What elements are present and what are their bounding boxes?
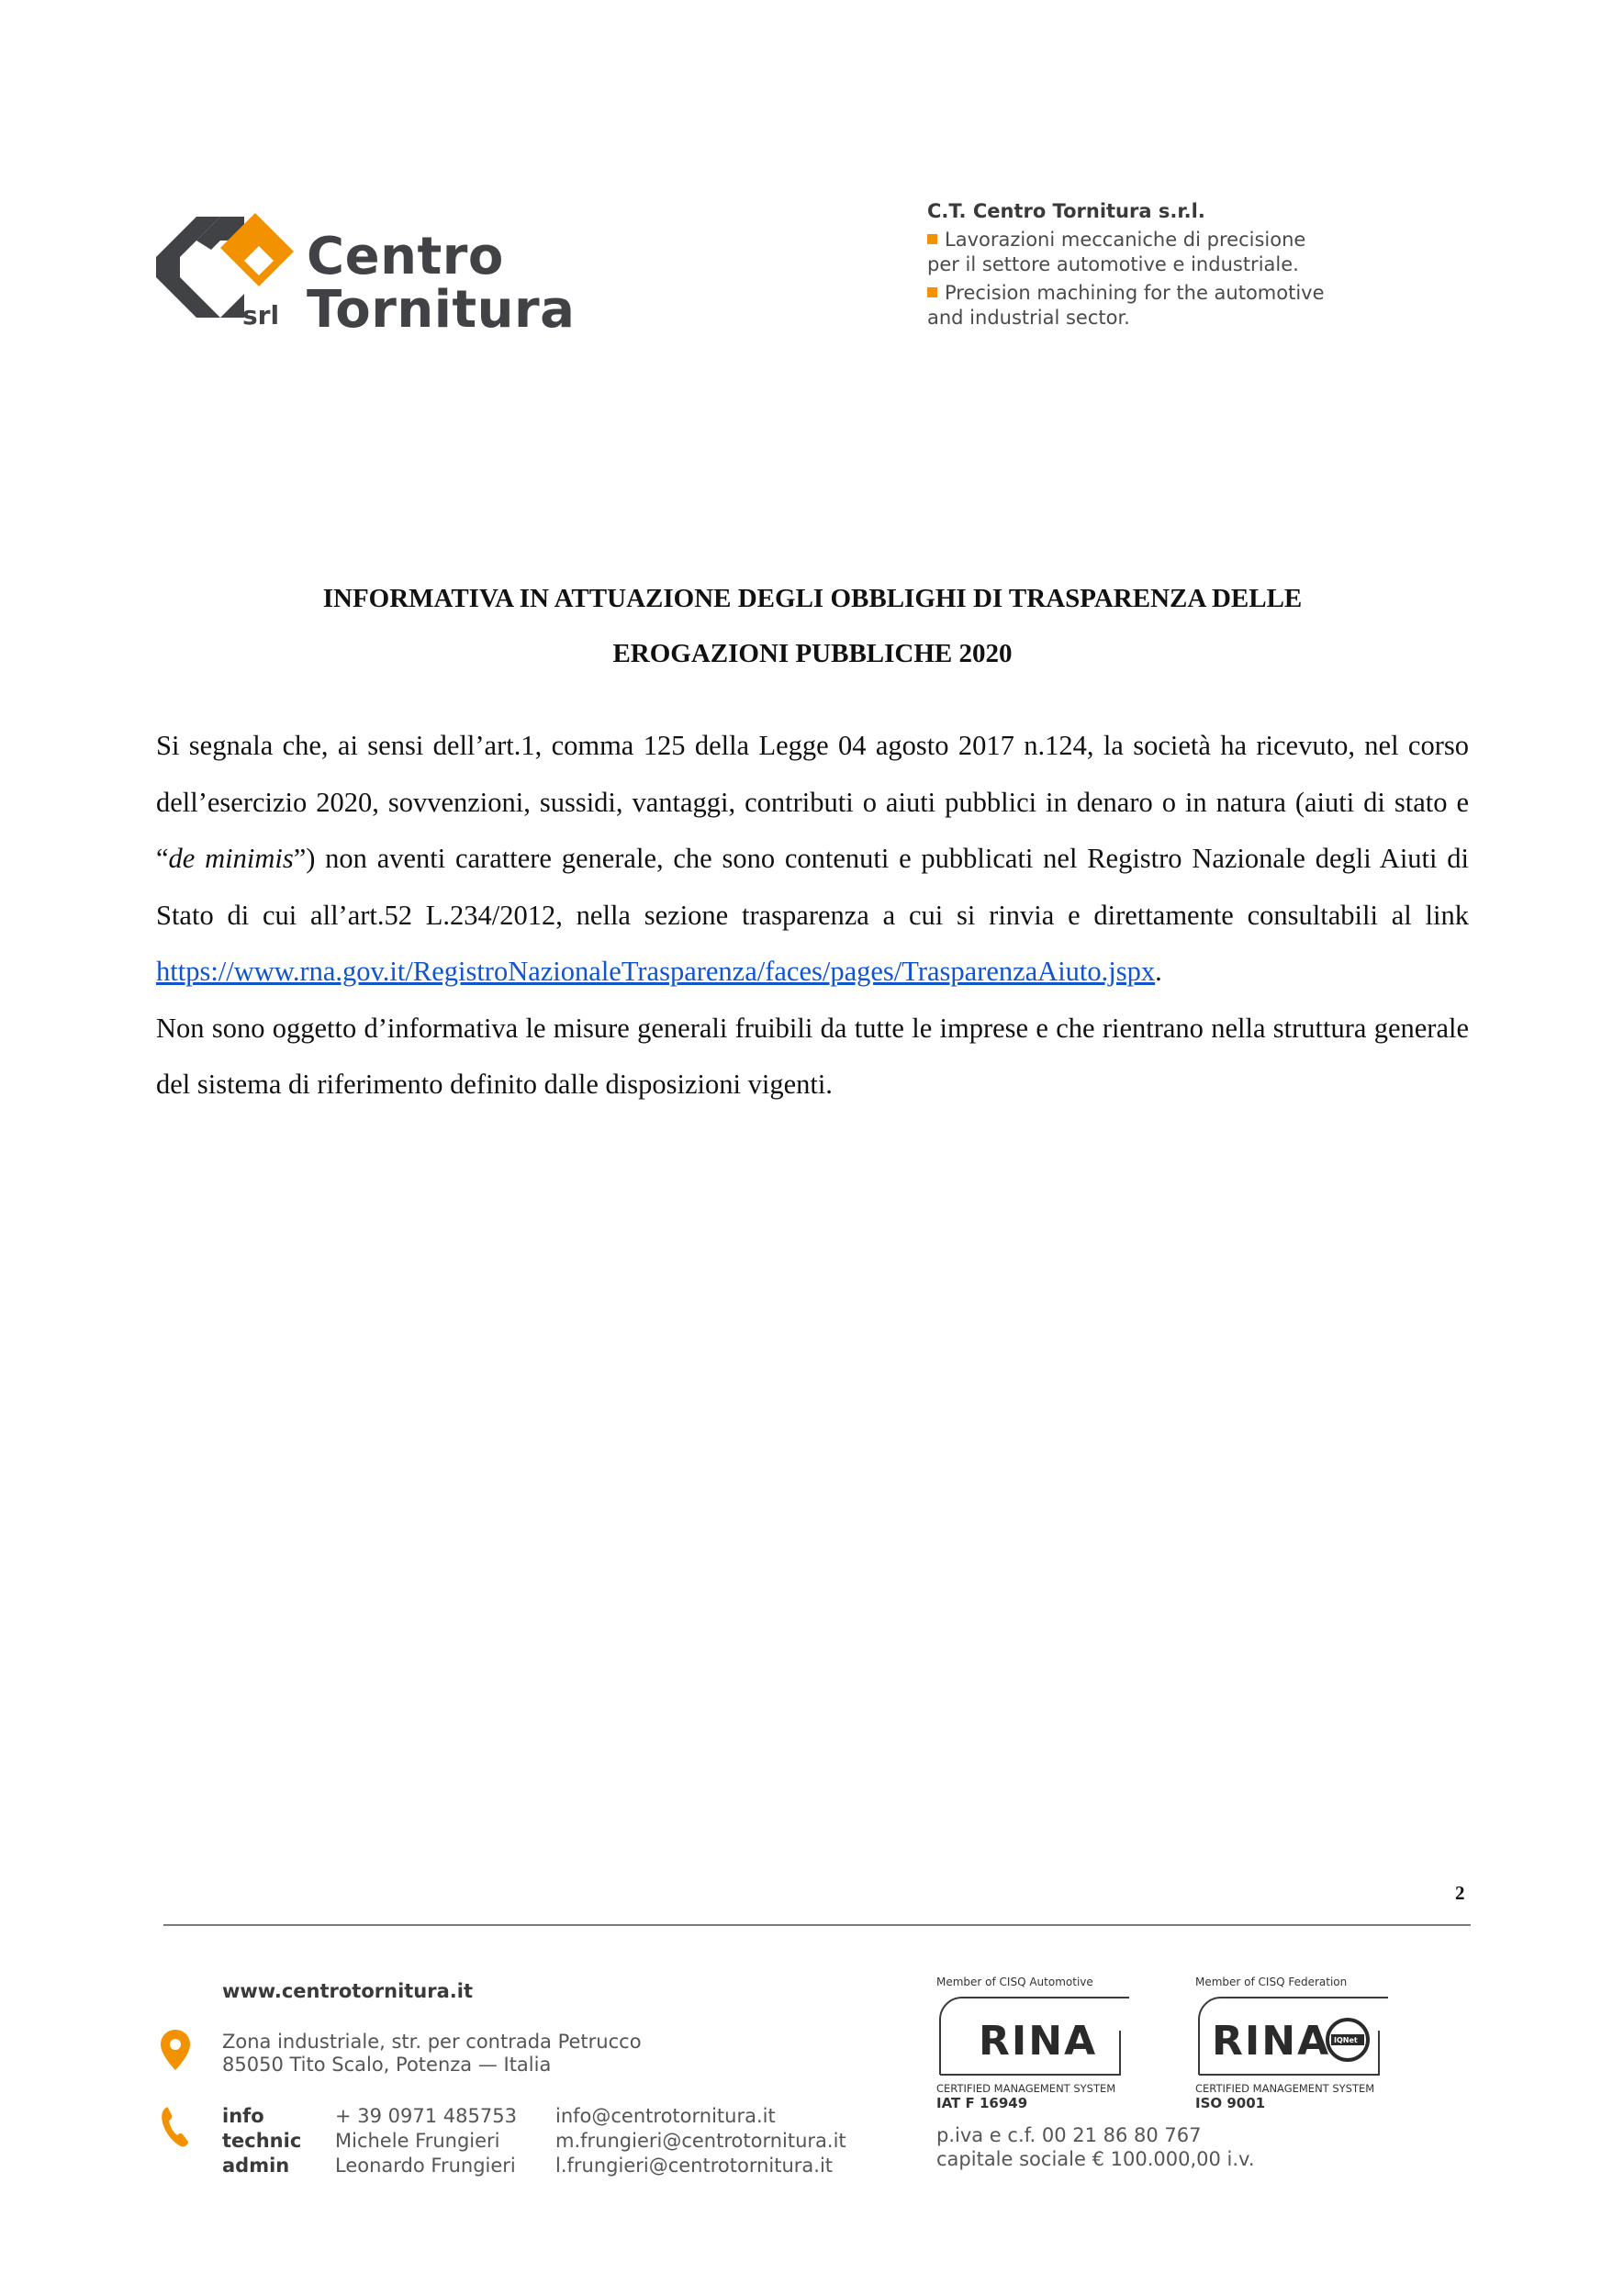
address-line-1: Zona industriale, str. per contrada Petrucco	[222, 2031, 642, 2053]
link-paragraph	[156, 944, 1469, 1001]
paragraph-1-text-a: Si segnala che, ai sensi dell’art.1, comma 125 della Legge 04 agosto 2017 n.124, la società ha ricevuto, nel corso dell’esercizio 2020, sovvenzioni, sussidi, vantaggi, contributi o aiuti pubblici in denaro o in natura (aiuti di stato e “	[156, 730, 1469, 874]
certification-federation	[1195, 1976, 1406, 2111]
rina-iqnet-logo	[1195, 1994, 1388, 2078]
company-info	[927, 200, 1441, 334]
rina-logo	[936, 1994, 1129, 2078]
cert-standard: IAT F 16949	[936, 2095, 1028, 2111]
tagline-it-line-1: Lavorazioni meccaniche di precisione	[945, 229, 1306, 251]
document-body	[156, 718, 1469, 1114]
orange-bullet-icon	[927, 287, 937, 297]
address-line-2: 85050 Tito Scalo, Potenza — Italia	[222, 2054, 552, 2076]
share-capital: capitale sociale € 100.000,00 i.v.	[936, 2148, 1255, 2170]
page-number: 2	[1455, 1882, 1465, 1904]
cert-system-label: CERTIFIED MANAGEMENT SYSTEM	[936, 2082, 1116, 2095]
phone-icon	[161, 2104, 190, 2148]
certification-automotive	[936, 1976, 1148, 2111]
orange-bullet-icon	[927, 234, 937, 244]
rna-transparency-link[interactable]: https://www.rna.gov.it/RegistroNazionaleTrasparenza/faces/pages/TrasparenzaAiuto.jspx	[156, 956, 1156, 987]
tagline-italian	[927, 228, 1441, 277]
rina-iqnet-seal-icon	[1195, 1994, 1388, 2078]
paragraph-2: Non sono oggetto d’informativa le misure generali fruibili da tutte le imprese e che rientrano nella struttura generale del sistema di riferimento definito dalle disposizioni vigenti.	[156, 1012, 1469, 1100]
contact-email-info[interactable]: info@centrotornitura.it	[555, 2105, 776, 2127]
contact-email-admin[interactable]: l.frungieri@centrotornitura.it	[555, 2155, 834, 2177]
cert-system-label: CERTIFIED MANAGEMENT SYSTEM	[1195, 2082, 1375, 2095]
tagline-it-line-2: per il settore automotive e industriale.	[927, 253, 1299, 275]
contact-phone: + 39 0971 485753	[335, 2105, 517, 2127]
logo-word-centro: Centro	[307, 227, 504, 286]
rina-seal-icon	[936, 1994, 1129, 2078]
company-name: C.T. Centro Tornitura s.r.l.	[927, 200, 1205, 222]
title-line-2: EROGAZIONI PUBBLICHE 2020	[612, 639, 1013, 668]
footer-divider	[163, 1924, 1471, 1926]
cert-member-label: Member of CISQ Federation	[1195, 1976, 1348, 1988]
paragraph-1-text-b: ”) non aventi carattere generale, che sono contenuti e pubblicati nel Registro Nazionale degli Aiuti di Stato di cui all’art.52 L.234/2012, nella sezione trasparenza a cui si rinvia e direttamente consultabili al link	[156, 843, 1469, 931]
tagline-en-line-1: Precision machining for the automotive	[945, 282, 1325, 304]
title-line-1: INFORMATIVA IN ATTUAZIONE DEGLI OBBLIGHI DI TRASPARENZA DELLE	[322, 584, 1303, 613]
company-logo	[156, 204, 588, 341]
iqnet-text: IQNet	[1334, 2036, 1358, 2044]
tagline-english	[927, 281, 1441, 330]
paragraph-1-italic: de minimis	[168, 843, 294, 874]
cert-member-label: Member of CISQ Automotive	[936, 1976, 1093, 1988]
paragraph-1	[156, 718, 1469, 944]
website-link[interactable]: www.centrotornitura.it	[222, 1980, 473, 2002]
rina-logo-text: RINA	[1212, 2018, 1331, 2065]
contact-role-admin: admin	[222, 2155, 290, 2177]
contact-name-technic: Michele Frungieri	[335, 2130, 500, 2152]
rina-logo-text: RINA	[979, 2018, 1098, 2065]
link-suffix: .	[1155, 956, 1162, 987]
vat-number: p.iva e c.f. 00 21 86 80 767	[936, 2124, 1202, 2146]
document-title	[156, 571, 1469, 681]
logo-word-tornitura: Tornitura	[307, 280, 576, 340]
tagline-en-line-2: and industrial sector.	[927, 307, 1130, 329]
cert-standard: ISO 9001	[1195, 2095, 1266, 2111]
contact-role-info: info	[222, 2105, 264, 2127]
contact-email-technic[interactable]: m.frungieri@centrotornitura.it	[555, 2130, 846, 2152]
contact-name-admin: Leonardo Frungieri	[335, 2155, 516, 2177]
logo-srl: srl	[242, 300, 280, 330]
logo-mark-icon	[156, 204, 303, 341]
contact-role-technic: technic	[222, 2130, 302, 2152]
location-pin-icon	[161, 2030, 190, 2070]
